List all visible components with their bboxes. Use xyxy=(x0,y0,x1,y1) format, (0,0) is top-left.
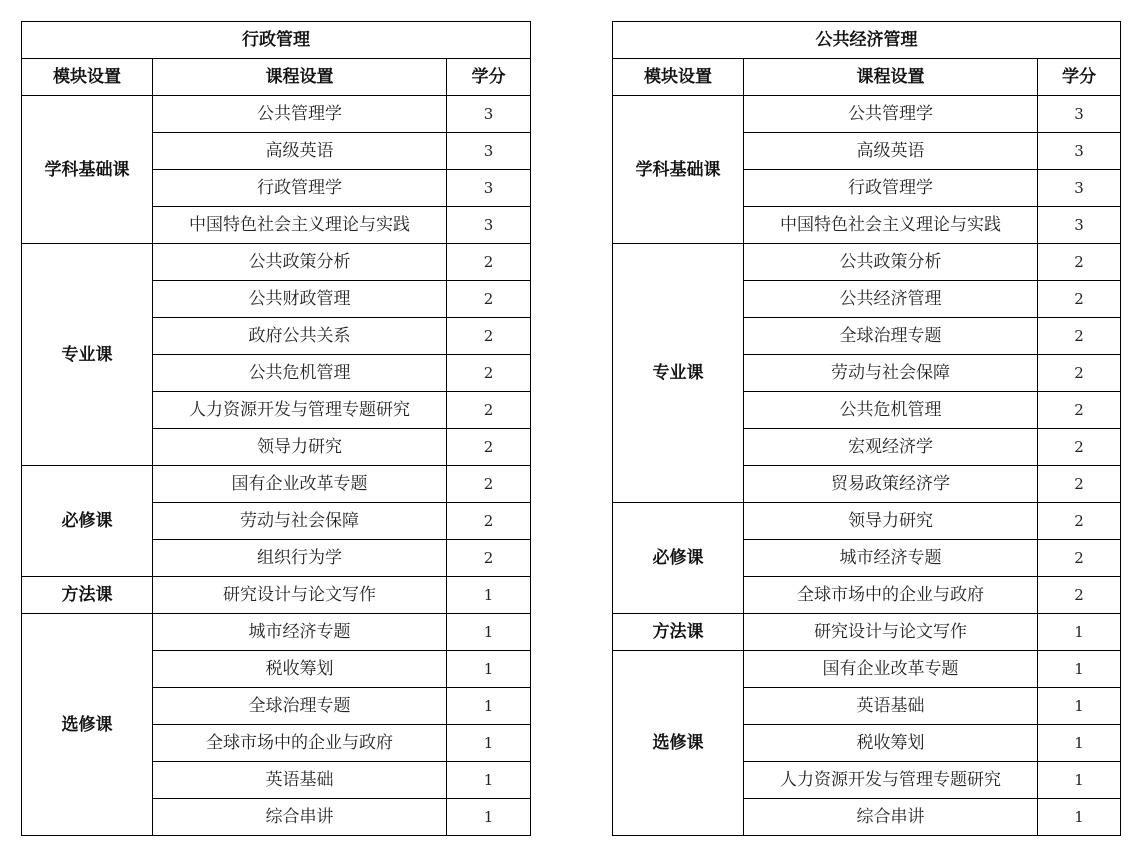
credit-cell: 1 xyxy=(1038,725,1121,762)
course-cell: 税收筹划 xyxy=(744,725,1038,762)
credit-cell: 2 xyxy=(447,429,531,466)
credit-cell: 2 xyxy=(1038,466,1121,503)
course-cell: 贸易政策经济学 xyxy=(744,466,1038,503)
table-row xyxy=(22,466,531,503)
credit-cell: 1 xyxy=(447,614,531,651)
course-cell: 税收筹划 xyxy=(153,651,447,688)
course-cell: 行政管理学 xyxy=(744,170,1038,207)
course-cell: 行政管理学 xyxy=(153,170,447,207)
table-title: 行政管理 xyxy=(22,22,531,59)
course-cell: 全球市场中的企业与政府 xyxy=(153,725,447,762)
course-cell: 劳动与社会保障 xyxy=(744,355,1038,392)
table-row xyxy=(613,503,1121,540)
table-row xyxy=(613,614,1121,651)
credit-cell: 2 xyxy=(447,540,531,577)
module-cell: 选修课 xyxy=(22,614,153,836)
credit-cell: 3 xyxy=(447,170,531,207)
course-cell: 研究设计与论文写作 xyxy=(744,614,1038,651)
credit-cell: 3 xyxy=(447,96,531,133)
course-cell: 全球市场中的企业与政府 xyxy=(744,577,1038,614)
course-cell: 人力资源开发与管理专题研究 xyxy=(744,762,1038,799)
credit-cell: 1 xyxy=(1038,799,1121,836)
module-cell: 方法课 xyxy=(613,614,744,651)
course-cell: 高级英语 xyxy=(153,133,447,170)
credit-cell: 3 xyxy=(1038,133,1121,170)
credit-cell: 3 xyxy=(447,133,531,170)
credit-cell: 2 xyxy=(447,244,531,281)
credit-cell: 3 xyxy=(1038,96,1121,133)
right-curriculum-table xyxy=(612,21,1121,836)
table-row xyxy=(22,96,531,133)
credit-cell: 1 xyxy=(1038,614,1121,651)
credit-cell: 1 xyxy=(1038,651,1121,688)
credit-cell: 1 xyxy=(447,799,531,836)
credit-cell: 1 xyxy=(447,688,531,725)
table-row xyxy=(22,614,531,651)
credit-cell: 2 xyxy=(447,281,531,318)
header-course: 课程设置 xyxy=(153,59,447,96)
header-credit: 学分 xyxy=(447,59,531,96)
table-row xyxy=(613,244,1121,281)
module-cell: 学科基础课 xyxy=(22,96,153,244)
course-cell: 公共财政管理 xyxy=(153,281,447,318)
header-module: 模块设置 xyxy=(22,59,153,96)
module-cell: 学科基础课 xyxy=(613,96,744,244)
course-cell: 政府公共关系 xyxy=(153,318,447,355)
credit-cell: 1 xyxy=(1038,688,1121,725)
table-body xyxy=(22,96,531,836)
course-cell: 公共政策分析 xyxy=(153,244,447,281)
table-row xyxy=(22,244,531,281)
header-course: 课程设置 xyxy=(744,59,1038,96)
course-cell: 中国特色社会主义理论与实践 xyxy=(153,207,447,244)
module-cell: 专业课 xyxy=(22,244,153,466)
module-cell: 选修课 xyxy=(613,651,744,836)
course-cell: 领导力研究 xyxy=(153,429,447,466)
credit-cell: 1 xyxy=(1038,762,1121,799)
course-cell: 综合串讲 xyxy=(153,799,447,836)
course-cell: 公共经济管理 xyxy=(744,281,1038,318)
course-cell: 人力资源开发与管理专题研究 xyxy=(153,392,447,429)
table-body xyxy=(613,96,1121,836)
table-row xyxy=(613,96,1121,133)
credit-cell: 1 xyxy=(447,651,531,688)
credit-cell: 2 xyxy=(1038,355,1121,392)
credit-cell: 2 xyxy=(447,466,531,503)
header-credit: 学分 xyxy=(1038,59,1121,96)
course-cell: 英语基础 xyxy=(744,688,1038,725)
credit-cell: 3 xyxy=(447,207,531,244)
credit-cell: 2 xyxy=(1038,318,1121,355)
header-module: 模块设置 xyxy=(613,59,744,96)
course-cell: 英语基础 xyxy=(153,762,447,799)
credit-cell: 2 xyxy=(1038,577,1121,614)
credit-cell: 2 xyxy=(447,318,531,355)
course-cell: 城市经济专题 xyxy=(153,614,447,651)
course-cell: 综合串讲 xyxy=(744,799,1038,836)
credit-cell: 2 xyxy=(447,392,531,429)
course-cell: 全球治理专题 xyxy=(153,688,447,725)
credit-cell: 2 xyxy=(447,355,531,392)
course-cell: 组织行为学 xyxy=(153,540,447,577)
course-cell: 国有企业改革专题 xyxy=(744,651,1038,688)
credit-cell: 2 xyxy=(1038,281,1121,318)
course-cell: 全球治理专题 xyxy=(744,318,1038,355)
course-cell: 公共管理学 xyxy=(153,96,447,133)
credit-cell: 2 xyxy=(447,503,531,540)
course-cell: 劳动与社会保障 xyxy=(153,503,447,540)
left-curriculum-table xyxy=(21,21,531,836)
credit-cell: 2 xyxy=(1038,392,1121,429)
credit-cell: 2 xyxy=(1038,540,1121,577)
course-cell: 公共危机管理 xyxy=(153,355,447,392)
credit-cell: 1 xyxy=(447,725,531,762)
course-cell: 公共管理学 xyxy=(744,96,1038,133)
course-cell: 国有企业改革专题 xyxy=(153,466,447,503)
course-cell: 高级英语 xyxy=(744,133,1038,170)
credit-cell: 1 xyxy=(447,762,531,799)
course-cell: 宏观经济学 xyxy=(744,429,1038,466)
course-cell: 中国特色社会主义理论与实践 xyxy=(744,207,1038,244)
module-cell: 专业课 xyxy=(613,244,744,503)
table-row xyxy=(22,577,531,614)
credit-cell: 2 xyxy=(1038,244,1121,281)
course-cell: 公共政策分析 xyxy=(744,244,1038,281)
course-cell: 领导力研究 xyxy=(744,503,1038,540)
table-title: 公共经济管理 xyxy=(613,22,1121,59)
course-cell: 城市经济专题 xyxy=(744,540,1038,577)
table-row xyxy=(613,651,1121,688)
credit-cell: 3 xyxy=(1038,170,1121,207)
credit-cell: 3 xyxy=(1038,207,1121,244)
module-cell: 方法课 xyxy=(22,577,153,614)
credit-cell: 1 xyxy=(447,577,531,614)
credit-cell: 2 xyxy=(1038,429,1121,466)
course-cell: 研究设计与论文写作 xyxy=(153,577,447,614)
module-cell: 必修课 xyxy=(613,503,744,614)
credit-cell: 2 xyxy=(1038,503,1121,540)
course-cell: 公共危机管理 xyxy=(744,392,1038,429)
module-cell: 必修课 xyxy=(22,466,153,577)
